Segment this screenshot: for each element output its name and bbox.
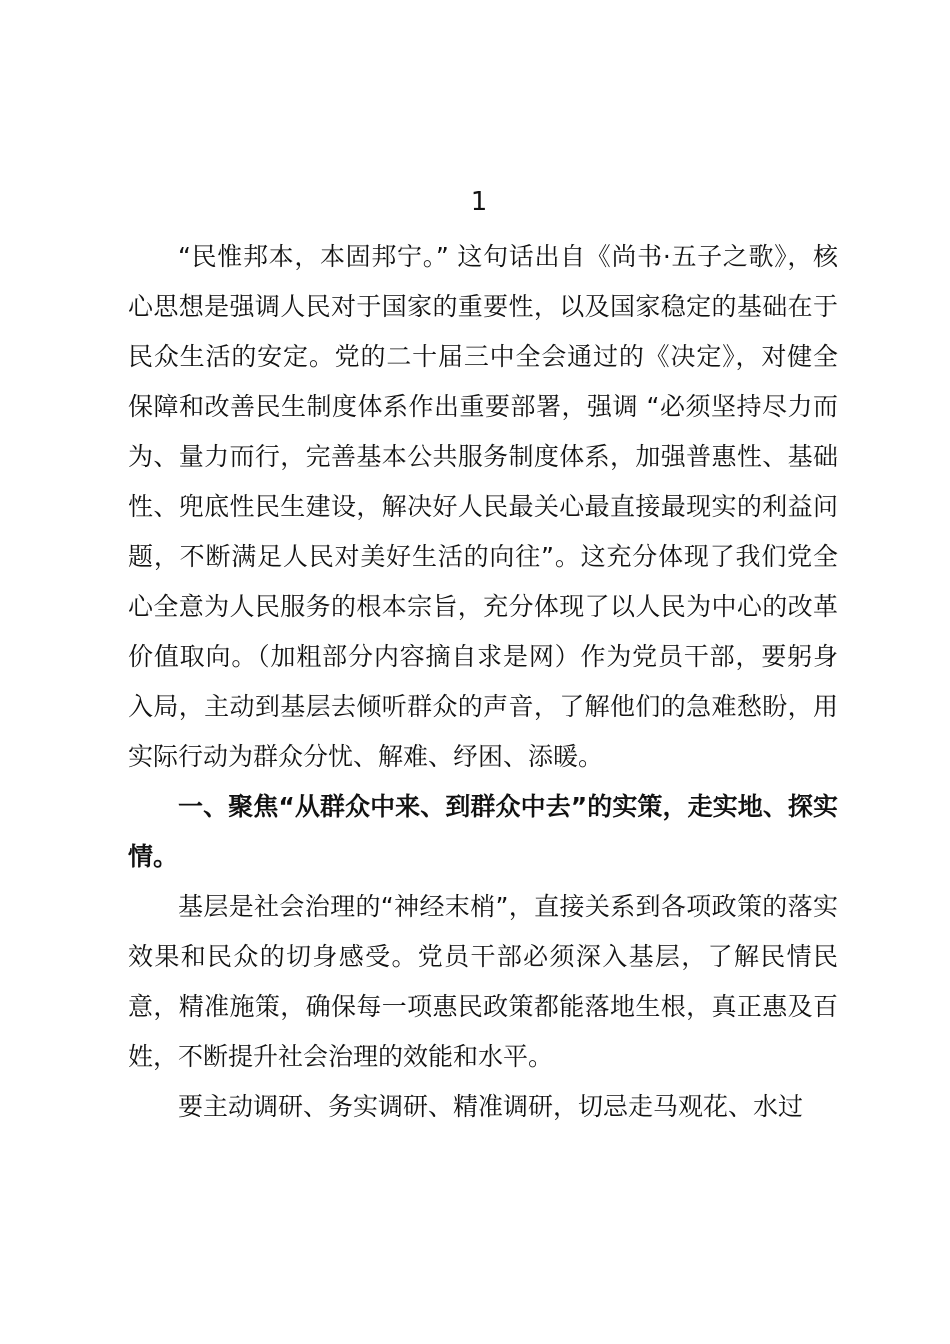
document-body: [128, 232, 838, 1132]
page-number: 1: [470, 187, 488, 217]
section-heading-1: 一、聚焦“从群众中来、到群众中去”的实策，走实地、探实情。: [128, 792, 838, 871]
section-1-paragraph-1: 基层是社会治理的“神经末梢”，直接关系到各项政策的落实效果和民众的切身感受。党员干部必须深入基层，了解民情民意，精准施策，确保每一项惠民政策都能落地生根，真正惠及百姓，不断提升社会治理的效能和水平。: [128, 892, 838, 1071]
intro-paragraph: “民惟邦本，本固邦宁。” 这句话出自《尚书·五子之歌》，核心思想是强调人民对于国家的重要性，以及国家稳定的基础在于民众生活的安定。党的二十届三中全会通过的《决定》，对健全保障和改善民生制度体系作出重要部署，强调 “必须坚持尽力而为、量力而行，完善基本公共服务制度体系，加强普惠性、基础性、兜底性民生建设，解决好人民最关心最直接最现实的利益问题，不断满足人民对美好生活的向往”。这充分体现了我们党全心全意为人民服务的根本宗旨，充分体现了以人民为中心的改革价值取向。（加粗部分内容摘自求是网）作为党员干部，要躬身入局，主动到基层去倾听群众的声音，了解他们的急难愁盼，用实际行动为群众分忧、解难、纾困、添暖。: [128, 242, 838, 771]
section-1-paragraph-2: 要主动调研、务实调研、精准调研，切忌走马观花、水过: [178, 1092, 804, 1121]
